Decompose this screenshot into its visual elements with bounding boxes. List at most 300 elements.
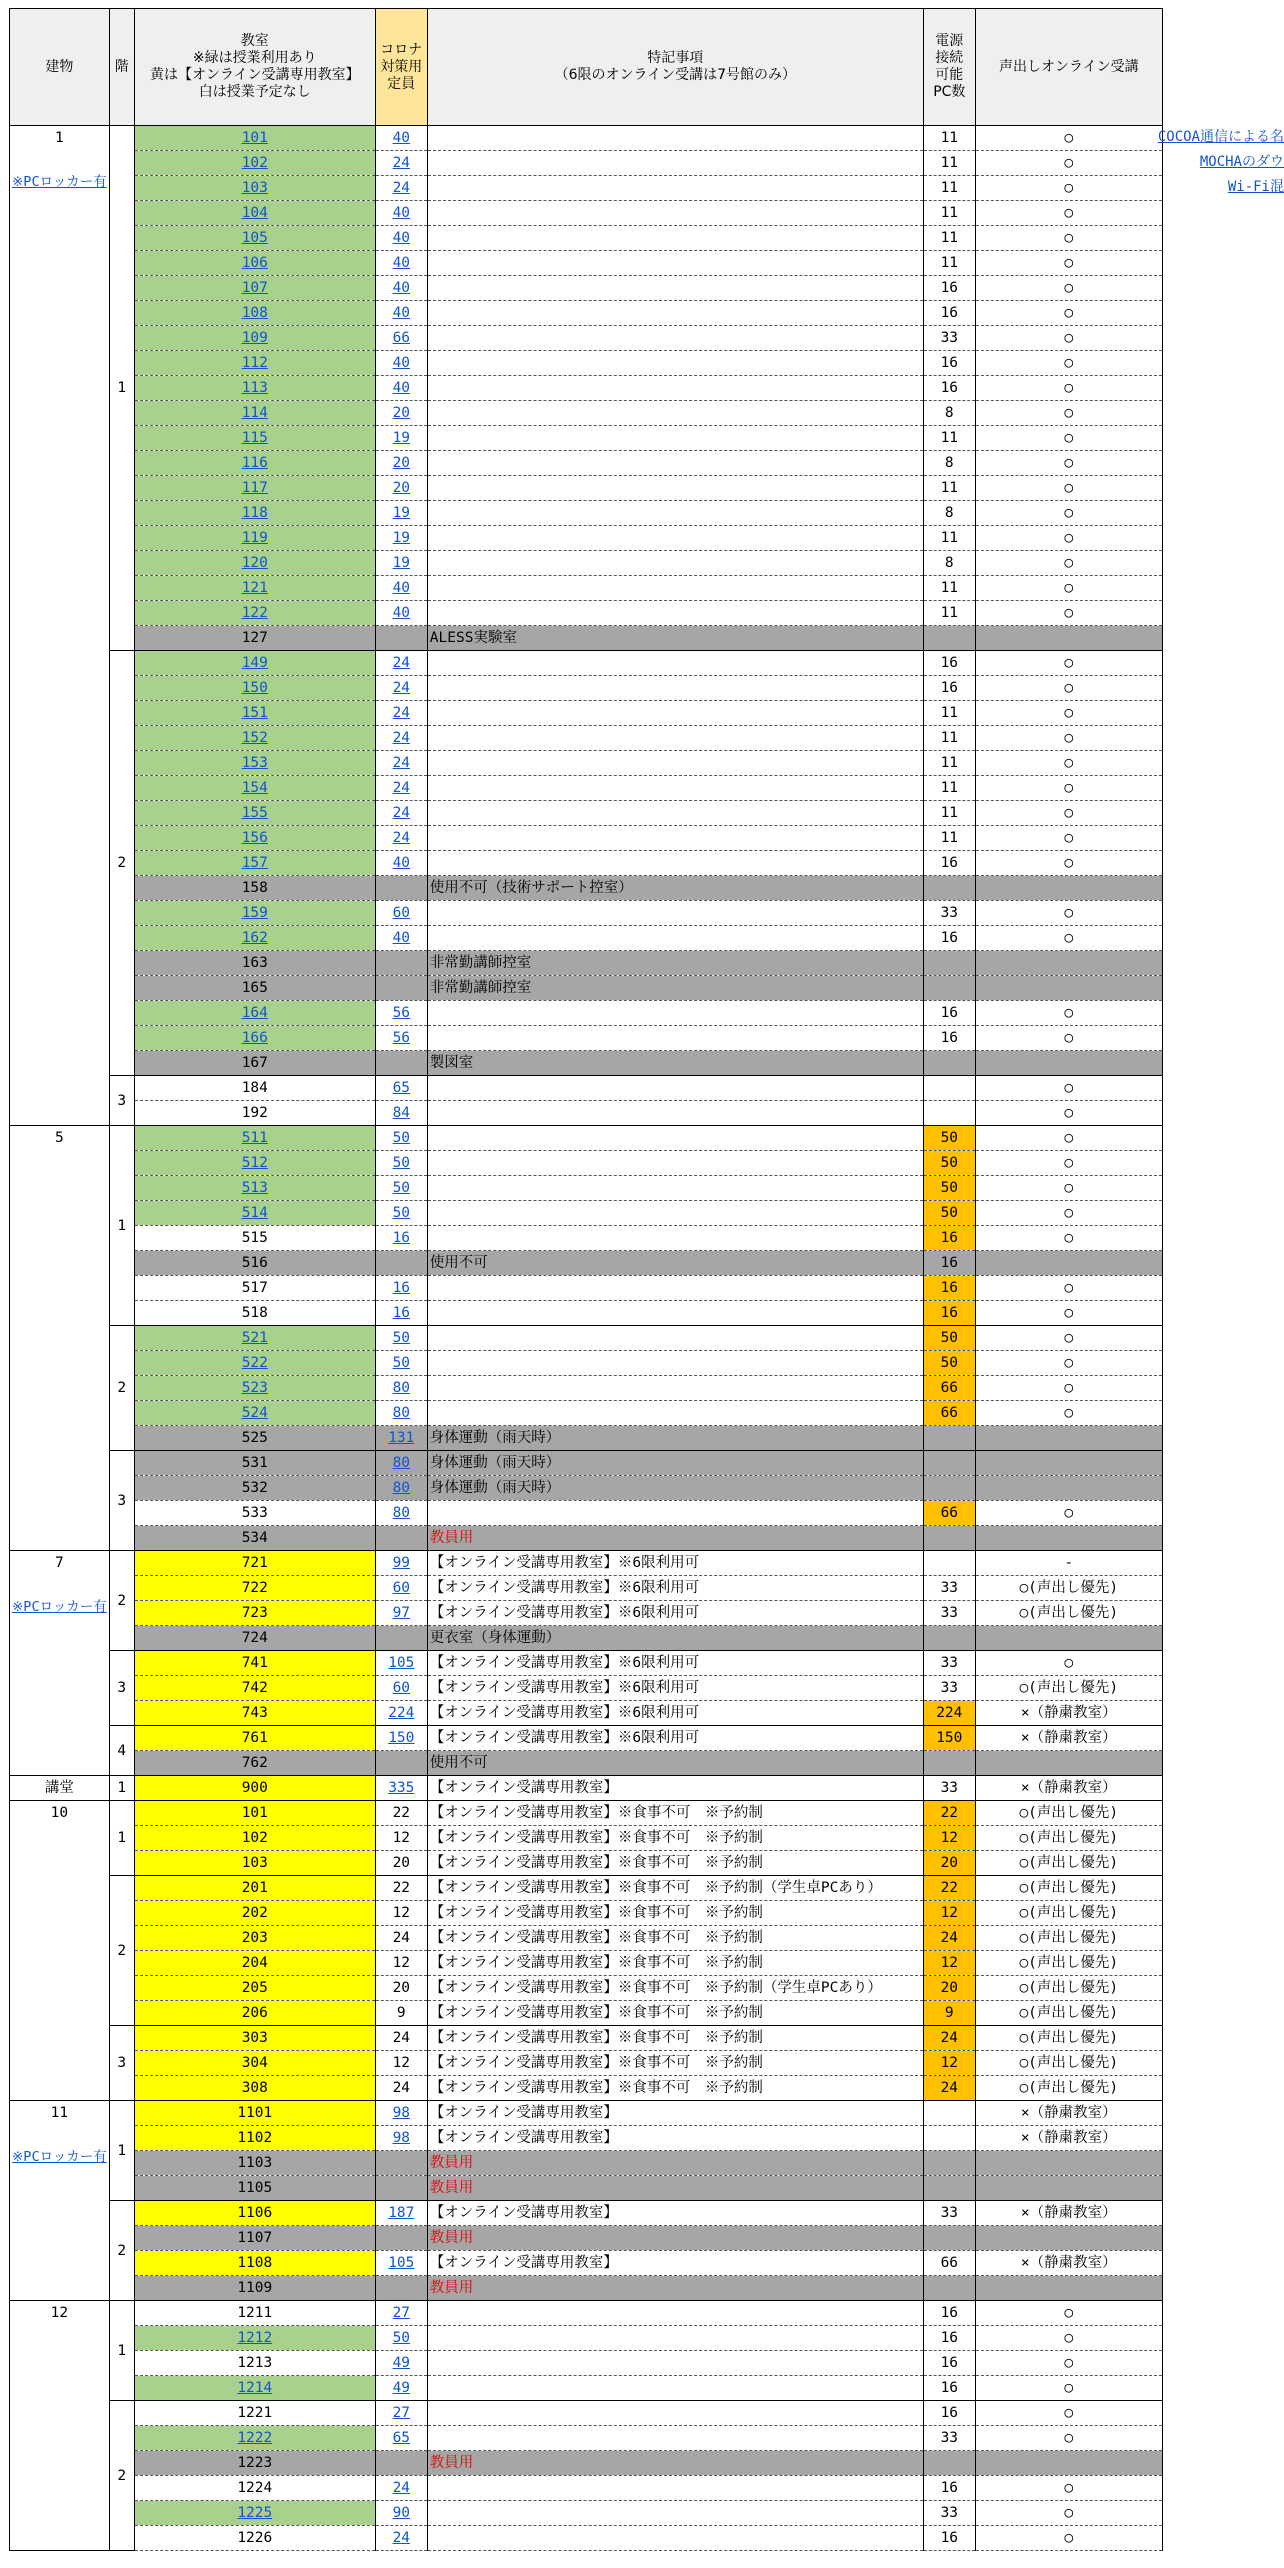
floor-cell: 1 bbox=[109, 1801, 134, 1876]
capacity-cell[interactable] bbox=[375, 1201, 427, 1226]
note-cell: 【オンライン受講専用教室】※食事不可 ※予約制 bbox=[427, 1901, 923, 1926]
floor-cell: 3 bbox=[109, 1651, 134, 1726]
room-link[interactable]: 523 bbox=[241, 1380, 268, 1396]
capacity-link[interactable]: 40 bbox=[392, 305, 411, 321]
room-cell[interactable] bbox=[134, 201, 375, 226]
capacity-cell[interactable] bbox=[375, 1601, 427, 1626]
capacity-cell[interactable] bbox=[375, 1701, 427, 1726]
capacity-link[interactable]: 40 bbox=[392, 230, 411, 246]
voice-online-cell: ○ bbox=[975, 301, 1162, 326]
capacity-link[interactable]: 40 bbox=[392, 280, 411, 296]
capacity-cell[interactable] bbox=[375, 751, 427, 776]
capacity-cell[interactable] bbox=[375, 801, 427, 826]
room-link[interactable]: 103 bbox=[241, 180, 268, 196]
capacity-link[interactable]: 24 bbox=[392, 180, 411, 196]
capacity-cell[interactable] bbox=[375, 2351, 427, 2376]
room-cell[interactable] bbox=[134, 751, 375, 776]
capacity-link[interactable]: 16 bbox=[392, 1280, 411, 1296]
room-cell[interactable] bbox=[134, 1401, 375, 1426]
voice-online-cell: ○(声出し優先) bbox=[975, 2051, 1162, 2076]
capacity-cell[interactable] bbox=[375, 1426, 427, 1451]
capacity-link[interactable]: 80 bbox=[392, 1405, 411, 1421]
capacity-cell[interactable] bbox=[375, 1026, 427, 1051]
capacity-link[interactable]: 105 bbox=[388, 2255, 415, 2271]
capacity-cell[interactable] bbox=[375, 126, 427, 151]
capacity-cell[interactable] bbox=[375, 1551, 427, 1576]
pc-count-cell: 11 bbox=[923, 776, 975, 801]
capacity-cell[interactable] bbox=[375, 826, 427, 851]
pc-count-cell bbox=[923, 1101, 975, 1126]
room-cell[interactable] bbox=[134, 676, 375, 701]
capacity-cell[interactable] bbox=[375, 301, 427, 326]
capacity-link[interactable]: 56 bbox=[392, 1030, 411, 1046]
room-cell[interactable] bbox=[134, 826, 375, 851]
capacity-link[interactable]: 40 bbox=[392, 930, 411, 946]
room-link[interactable]: 1214 bbox=[237, 2380, 273, 2396]
table-row bbox=[10, 776, 1163, 801]
room-cell[interactable] bbox=[134, 226, 375, 251]
capacity-cell[interactable] bbox=[375, 2476, 427, 2501]
room-cell[interactable] bbox=[134, 1176, 375, 1201]
room-cell[interactable] bbox=[134, 1326, 375, 1351]
capacity-link[interactable]: 50 bbox=[392, 1205, 411, 1221]
room-cell[interactable] bbox=[134, 1001, 375, 1026]
capacity-cell bbox=[375, 2176, 427, 2201]
note-cell bbox=[427, 1001, 923, 1026]
pc-locker-link[interactable]: ※PCロッカー有 bbox=[12, 1599, 107, 1615]
room-cell[interactable] bbox=[134, 2376, 375, 2401]
capacity-cell[interactable] bbox=[375, 1126, 427, 1151]
room-cell[interactable] bbox=[134, 1151, 375, 1176]
room-link[interactable]: 155 bbox=[241, 805, 268, 821]
room-cell bbox=[134, 1451, 375, 1476]
capacity-link[interactable]: 40 bbox=[392, 380, 411, 396]
capacity-cell[interactable] bbox=[375, 1301, 427, 1326]
capacity-link[interactable]: 19 bbox=[392, 555, 411, 571]
room-number: 1103 bbox=[237, 2155, 273, 2171]
capacity-link[interactable]: 49 bbox=[392, 2380, 411, 2396]
table-row bbox=[10, 1401, 1163, 1426]
capacity-cell[interactable] bbox=[375, 1451, 427, 1476]
room-link[interactable]: 105 bbox=[241, 230, 268, 246]
floor-cell: 2 bbox=[109, 1876, 134, 2026]
capacity-link[interactable]: 40 bbox=[392, 130, 411, 146]
cocoa-link[interactable]: COCOA通信による名 bbox=[1157, 129, 1284, 145]
room-cell[interactable] bbox=[134, 801, 375, 826]
pc-locker-link[interactable]: ※PCロッカー有 bbox=[12, 174, 107, 190]
room-link[interactable]: 121 bbox=[241, 580, 268, 596]
capacity-link[interactable]: 19 bbox=[392, 430, 411, 446]
room-link[interactable]: 119 bbox=[241, 530, 268, 546]
room-cell[interactable] bbox=[134, 851, 375, 876]
room-cell[interactable] bbox=[134, 426, 375, 451]
room-cell[interactable] bbox=[134, 2326, 375, 2351]
capacity-link[interactable]: 24 bbox=[392, 755, 411, 771]
capacity-cell[interactable] bbox=[375, 551, 427, 576]
capacity-cell[interactable] bbox=[375, 2101, 427, 2126]
capacity-link[interactable]: 40 bbox=[392, 355, 411, 371]
pc-count-cell bbox=[923, 2176, 975, 2201]
voice-online-cell: ○ bbox=[975, 251, 1162, 276]
room-cell[interactable] bbox=[134, 576, 375, 601]
capacity-link[interactable]: 50 bbox=[392, 1180, 411, 1196]
room-cell bbox=[134, 1551, 375, 1576]
capacity-link[interactable]: 50 bbox=[392, 1330, 411, 1346]
capacity-link[interactable]: 16 bbox=[392, 1305, 411, 1321]
capacity-cell[interactable] bbox=[375, 2376, 427, 2401]
pc-count-cell: 11 bbox=[923, 576, 975, 601]
capacity-cell[interactable] bbox=[375, 1476, 427, 1501]
pc-count-cell: 12 bbox=[923, 1901, 975, 1926]
capacity-link[interactable]: 20 bbox=[392, 455, 411, 471]
note-cell bbox=[427, 1351, 923, 1376]
capacity-cell[interactable] bbox=[375, 1401, 427, 1426]
capacity-link[interactable]: 24 bbox=[392, 2480, 411, 2496]
floor-cell: 2 bbox=[109, 651, 134, 1076]
pc-locker-link[interactable]: ※PCロッカー有 bbox=[12, 2149, 107, 2165]
room-number: 724 bbox=[241, 1630, 268, 1646]
capacity-link[interactable]: 19 bbox=[392, 505, 411, 521]
room-link[interactable]: 164 bbox=[241, 1005, 268, 1021]
note-cell: 【オンライン受講専用教室】※食事不可 ※予約制 bbox=[427, 2026, 923, 2051]
room-link[interactable]: 152 bbox=[241, 730, 268, 746]
room-cell[interactable] bbox=[134, 601, 375, 626]
capacity-link[interactable]: 98 bbox=[392, 2130, 411, 2146]
capacity-link[interactable]: 24 bbox=[392, 805, 411, 821]
capacity-cell[interactable] bbox=[375, 1576, 427, 1601]
table-row bbox=[10, 2426, 1163, 2451]
capacity-cell[interactable] bbox=[375, 201, 427, 226]
capacity-link[interactable]: 97 bbox=[392, 1605, 411, 1621]
capacity-link[interactable]: 24 bbox=[392, 780, 411, 796]
capacity-cell[interactable] bbox=[375, 2201, 427, 2226]
room-cell[interactable] bbox=[134, 401, 375, 426]
room-number: 192 bbox=[241, 1105, 268, 1121]
capacity-link[interactable]: 80 bbox=[392, 1380, 411, 1396]
room-cell[interactable] bbox=[134, 2426, 375, 2451]
room-number: 518 bbox=[241, 1305, 268, 1321]
capacity-cell[interactable] bbox=[375, 901, 427, 926]
capacity-link[interactable]: 27 bbox=[392, 2305, 411, 2321]
capacity-cell[interactable] bbox=[375, 2526, 427, 2551]
room-number: 515 bbox=[241, 1230, 268, 1246]
room-cell[interactable] bbox=[134, 926, 375, 951]
pc-count-cell: 20 bbox=[923, 1976, 975, 2001]
capacity-link[interactable]: 19 bbox=[392, 530, 411, 546]
capacity-cell[interactable] bbox=[375, 2501, 427, 2526]
note-cell: 非常勤講師控室 bbox=[427, 951, 923, 976]
room-link[interactable]: 109 bbox=[241, 330, 268, 346]
capacity-link[interactable]: 335 bbox=[388, 1780, 415, 1796]
room-cell[interactable] bbox=[134, 351, 375, 376]
capacity-cell[interactable] bbox=[375, 376, 427, 401]
capacity-cell[interactable] bbox=[375, 1326, 427, 1351]
capacity-cell bbox=[375, 2451, 427, 2476]
room-cell[interactable] bbox=[134, 701, 375, 726]
capacity-cell[interactable] bbox=[375, 1726, 427, 1751]
capacity-link[interactable]: 40 bbox=[392, 255, 411, 271]
room-cell[interactable] bbox=[134, 726, 375, 751]
table-row bbox=[10, 1851, 1163, 1876]
capacity-link[interactable]: 224 bbox=[388, 1705, 415, 1721]
capacity-cell[interactable] bbox=[375, 1101, 427, 1126]
room-cell[interactable] bbox=[134, 451, 375, 476]
capacity-cell[interactable] bbox=[375, 576, 427, 601]
room-cell[interactable] bbox=[134, 1201, 375, 1226]
note-cell bbox=[427, 2526, 923, 2551]
capacity-link[interactable]: 150 bbox=[388, 1730, 415, 1746]
room-link[interactable]: 150 bbox=[241, 680, 268, 696]
room-cell[interactable] bbox=[134, 776, 375, 801]
room-cell bbox=[134, 2001, 375, 2026]
capacity-link[interactable]: 105 bbox=[388, 1655, 415, 1671]
room-link[interactable]: 521 bbox=[241, 1330, 268, 1346]
capacity-link[interactable]: 24 bbox=[392, 680, 411, 696]
room-cell[interactable] bbox=[134, 376, 375, 401]
capacity-cell[interactable] bbox=[375, 276, 427, 301]
capacity-link[interactable]: 50 bbox=[392, 2330, 411, 2346]
capacity-link[interactable]: 99 bbox=[392, 1555, 411, 1571]
capacity-cell bbox=[375, 1051, 427, 1076]
note-cell: 【オンライン受講専用教室】※食事不可 ※予約制（学生卓PCあり） bbox=[427, 1876, 923, 1901]
pc-count-cell: 33 bbox=[923, 2501, 975, 2526]
capacity-cell[interactable] bbox=[375, 476, 427, 501]
capacity-link[interactable]: 20 bbox=[392, 480, 411, 496]
room-cell[interactable] bbox=[134, 526, 375, 551]
capacity-cell[interactable] bbox=[375, 226, 427, 251]
capacity-cell[interactable] bbox=[375, 1151, 427, 1176]
capacity-link[interactable]: 49 bbox=[392, 2355, 411, 2371]
capacity-cell[interactable] bbox=[375, 2401, 427, 2426]
capacity-cell[interactable] bbox=[375, 451, 427, 476]
capacity-cell[interactable] bbox=[375, 1376, 427, 1401]
note-cell bbox=[427, 726, 923, 751]
capacity-link[interactable]: 27 bbox=[392, 2405, 411, 2421]
capacity-cell[interactable] bbox=[375, 1651, 427, 1676]
capacity-cell[interactable] bbox=[375, 2251, 427, 2276]
voice-online-cell bbox=[975, 1251, 1162, 1276]
capacity-cell[interactable] bbox=[375, 726, 427, 751]
capacity-cell[interactable] bbox=[375, 526, 427, 551]
room-link[interactable]: 149 bbox=[241, 655, 268, 671]
capacity-link[interactable]: 24 bbox=[392, 2530, 411, 2546]
room-cell[interactable] bbox=[134, 126, 375, 151]
room-link[interactable]: 102 bbox=[241, 155, 268, 171]
room-link[interactable]: 512 bbox=[241, 1155, 268, 1171]
capacity-link[interactable]: 80 bbox=[392, 1480, 411, 1496]
capacity-cell[interactable] bbox=[375, 426, 427, 451]
capacity-cell[interactable] bbox=[375, 851, 427, 876]
capacity-cell bbox=[375, 1876, 427, 1901]
capacity-cell[interactable] bbox=[375, 1776, 427, 1801]
voice-online-cell: ○(声出し優先) bbox=[975, 1576, 1162, 1601]
capacity-cell[interactable] bbox=[375, 926, 427, 951]
room-cell[interactable] bbox=[134, 551, 375, 576]
capacity-link[interactable]: 50 bbox=[392, 1355, 411, 1371]
room-cell[interactable] bbox=[134, 1026, 375, 1051]
room-cell[interactable] bbox=[134, 501, 375, 526]
pc-count-cell: 50 bbox=[923, 1151, 975, 1176]
capacity-link[interactable]: 24 bbox=[392, 705, 411, 721]
capacity-link[interactable]: 24 bbox=[392, 830, 411, 846]
capacity-link[interactable]: 65 bbox=[392, 1080, 411, 1096]
mocha-link[interactable]: MOCHAのダウ bbox=[1199, 154, 1284, 170]
room-link[interactable]: 107 bbox=[241, 280, 268, 296]
capacity-cell[interactable] bbox=[375, 1501, 427, 1526]
pc-count-cell: 50 bbox=[923, 1201, 975, 1226]
room-cell[interactable] bbox=[134, 326, 375, 351]
capacity-link[interactable]: 24 bbox=[392, 655, 411, 671]
capacity-cell[interactable] bbox=[375, 1276, 427, 1301]
room-link[interactable]: 101 bbox=[241, 130, 268, 146]
capacity-link[interactable]: 40 bbox=[392, 580, 411, 596]
room-cell[interactable] bbox=[134, 151, 375, 176]
capacity-cell[interactable] bbox=[375, 2326, 427, 2351]
capacity-link[interactable]: 84 bbox=[392, 1105, 411, 1121]
capacity-cell[interactable] bbox=[375, 601, 427, 626]
voice-online-cell: ×（静粛教室） bbox=[975, 2251, 1162, 2276]
room-link[interactable]: 514 bbox=[241, 1205, 268, 1221]
capacity-link[interactable]: 80 bbox=[392, 1505, 411, 1521]
room-cell bbox=[134, 1651, 375, 1676]
pc-count-cell: 12 bbox=[923, 1951, 975, 1976]
capacity-link[interactable]: 60 bbox=[392, 1680, 411, 1696]
capacity-link[interactable]: 65 bbox=[392, 2430, 411, 2446]
capacity-cell[interactable] bbox=[375, 651, 427, 676]
capacity-link[interactable]: 56 bbox=[392, 1005, 411, 1021]
room-link[interactable]: 159 bbox=[241, 905, 268, 921]
voice-online-cell bbox=[975, 2151, 1162, 2176]
capacity-cell[interactable] bbox=[375, 1001, 427, 1026]
room-cell bbox=[134, 1476, 375, 1501]
voice-online-cell: ○ bbox=[975, 701, 1162, 726]
capacity-link[interactable]: 60 bbox=[392, 905, 411, 921]
room-link[interactable]: 511 bbox=[241, 1130, 268, 1146]
room-link[interactable]: 157 bbox=[241, 855, 268, 871]
room-link[interactable]: 108 bbox=[241, 305, 268, 321]
table-row bbox=[10, 951, 1163, 976]
room-link[interactable]: 115 bbox=[241, 430, 268, 446]
room-link[interactable]: 156 bbox=[241, 830, 268, 846]
capacity-link[interactable]: 90 bbox=[392, 2505, 411, 2521]
room-link[interactable]: 112 bbox=[241, 355, 268, 371]
room-link[interactable]: 114 bbox=[241, 405, 268, 421]
capacity-link[interactable]: 80 bbox=[392, 1455, 411, 1471]
capacity-cell[interactable] bbox=[375, 501, 427, 526]
capacity-value: 22 bbox=[392, 1880, 411, 1896]
capacity-link[interactable]: 187 bbox=[388, 2205, 415, 2221]
capacity-cell[interactable] bbox=[375, 151, 427, 176]
room-cell[interactable] bbox=[134, 901, 375, 926]
room-link[interactable]: 513 bbox=[241, 1180, 268, 1196]
capacity-link[interactable]: 16 bbox=[392, 1230, 411, 1246]
voice-online-cell: ○ bbox=[975, 576, 1162, 601]
room-link[interactable]: 120 bbox=[241, 555, 268, 571]
room-cell[interactable] bbox=[134, 1376, 375, 1401]
capacity-link[interactable]: 24 bbox=[392, 155, 411, 171]
note-cell: 更衣室（身体運動） bbox=[427, 1626, 923, 1651]
room-link[interactable]: 1222 bbox=[237, 2430, 273, 2446]
room-cell[interactable] bbox=[134, 2501, 375, 2526]
capacity-cell[interactable] bbox=[375, 776, 427, 801]
room-link[interactable]: 151 bbox=[241, 705, 268, 721]
room-link[interactable]: 106 bbox=[241, 255, 268, 271]
capacity-link[interactable]: 131 bbox=[388, 1430, 415, 1446]
room-link[interactable]: 1212 bbox=[237, 2330, 273, 2346]
capacity-cell[interactable] bbox=[375, 326, 427, 351]
room-cell[interactable] bbox=[134, 1351, 375, 1376]
room-link[interactable]: 118 bbox=[241, 505, 268, 521]
capacity-link[interactable]: 40 bbox=[392, 605, 411, 621]
room-cell[interactable] bbox=[134, 301, 375, 326]
room-cell[interactable] bbox=[134, 276, 375, 301]
room-link[interactable]: 104 bbox=[241, 205, 268, 221]
room-link[interactable]: 524 bbox=[241, 1405, 268, 1421]
room-link[interactable]: 166 bbox=[241, 1030, 268, 1046]
capacity-link[interactable]: 60 bbox=[392, 1580, 411, 1596]
voice-online-cell: ○ bbox=[975, 376, 1162, 401]
room-cell[interactable] bbox=[134, 651, 375, 676]
capacity-link[interactable]: 40 bbox=[392, 205, 411, 221]
capacity-cell[interactable] bbox=[375, 351, 427, 376]
capacity-cell[interactable] bbox=[375, 2426, 427, 2451]
room-cell[interactable] bbox=[134, 1126, 375, 1151]
capacity-link[interactable]: 24 bbox=[392, 730, 411, 746]
capacity-cell[interactable] bbox=[375, 701, 427, 726]
capacity-cell[interactable] bbox=[375, 1076, 427, 1101]
capacity-cell[interactable] bbox=[375, 176, 427, 201]
room-link[interactable]: 117 bbox=[241, 480, 268, 496]
room-link[interactable]: 113 bbox=[241, 380, 268, 396]
room-link[interactable]: 1225 bbox=[237, 2505, 273, 2521]
pc-count-cell: 12 bbox=[923, 2051, 975, 2076]
capacity-cell[interactable] bbox=[375, 676, 427, 701]
capacity-cell[interactable] bbox=[375, 1226, 427, 1251]
capacity-cell[interactable] bbox=[375, 251, 427, 276]
capacity-cell[interactable] bbox=[375, 1176, 427, 1201]
capacity-link[interactable]: 98 bbox=[392, 2105, 411, 2121]
table-row bbox=[10, 2026, 1163, 2051]
wifi-link[interactable]: Wi-Fi混 bbox=[1227, 179, 1284, 195]
voice-online-cell: ○(声出し優先) bbox=[975, 1951, 1162, 1976]
capacity-cell[interactable] bbox=[375, 2301, 427, 2326]
room-link[interactable]: 122 bbox=[241, 605, 268, 621]
capacity-cell[interactable] bbox=[375, 1351, 427, 1376]
room-cell[interactable] bbox=[134, 251, 375, 276]
capacity-cell[interactable] bbox=[375, 1676, 427, 1701]
room-cell[interactable] bbox=[134, 176, 375, 201]
note-cell: 教員用 bbox=[427, 2176, 923, 2201]
pc-count-cell: 66 bbox=[923, 1501, 975, 1526]
room-link[interactable]: 522 bbox=[241, 1355, 268, 1371]
room-link[interactable]: 116 bbox=[241, 455, 268, 471]
voice-online-cell: ○(声出し優先) bbox=[975, 1876, 1162, 1901]
table-row bbox=[10, 2451, 1163, 2476]
capacity-cell[interactable] bbox=[375, 2126, 427, 2151]
capacity-link[interactable]: 40 bbox=[392, 855, 411, 871]
room-link[interactable]: 154 bbox=[241, 780, 268, 796]
room-number: 1105 bbox=[237, 2180, 273, 2196]
capacity-link[interactable]: 66 bbox=[392, 330, 411, 346]
room-link[interactable]: 162 bbox=[241, 930, 268, 946]
room-cell[interactable] bbox=[134, 476, 375, 501]
capacity-cell[interactable] bbox=[375, 401, 427, 426]
room-link[interactable]: 153 bbox=[241, 755, 268, 771]
capacity-link[interactable]: 50 bbox=[392, 1155, 411, 1171]
capacity-cell bbox=[375, 1626, 427, 1651]
capacity-link[interactable]: 50 bbox=[392, 1130, 411, 1146]
capacity-link[interactable]: 20 bbox=[392, 405, 411, 421]
